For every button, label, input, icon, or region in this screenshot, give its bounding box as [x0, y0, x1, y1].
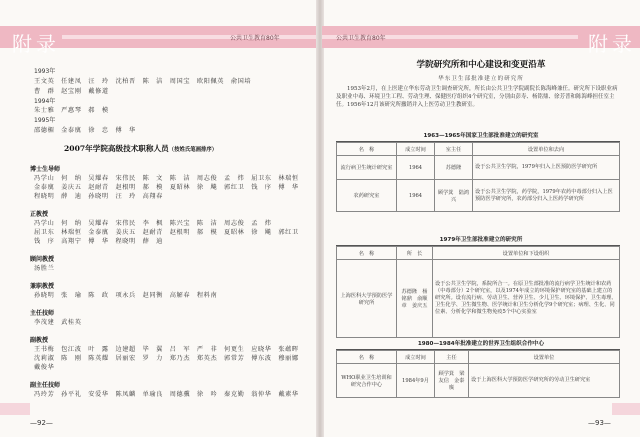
heading-note: （按姓氏笔画排序）: [168, 147, 218, 153]
cell-note: 设于公共卫生学院，系院所合一。在原卫生部批准的流行病学卫生统计和农药（中毒部分）2个研究室，以及1974年成立的环境保护研究室的基础上建立的研究所。设有流行病、劳动卫生、营养卫生、少儿卫生、环境保护、卫生毒理、卫生化学、卫生微生物、医学统计和卫生分析化学9个研究室；病理、生化、同位素、分析化学和微生物免疫5个中心实验室: [433, 260, 620, 338]
name-line: 王书梅 包江波 叶 露 边建超 毕 翼 吕 军 严 非 何更生 应晓华 张蕴晖: [34, 346, 299, 353]
page-number: —93—: [588, 419, 611, 427]
table-caption: 1980—1984年批准建立的世界卫生组织合作中心: [417, 341, 545, 347]
cell-head: 苏德隆: [435, 156, 473, 180]
name-line: 沈莉淑 陈 刚 陈英耀 居丽宏 罗 力 郑乃杰 郑英杰 郭常芳 傅东波 穆丽娜: [34, 355, 299, 362]
cell-name: 农药研究室: [337, 180, 397, 212]
cell-time: 1964: [397, 156, 435, 180]
table-caption: 1979年卫生部批准建立的研究所: [439, 237, 523, 243]
section-title: 副主任技师: [30, 382, 61, 389]
table-row: [337, 156, 620, 180]
column-header: 室主任: [435, 143, 473, 156]
table-header-row: [337, 247, 620, 260]
name-line: 汤胜兰: [34, 265, 55, 272]
column-header: 设置单位和去向: [473, 143, 620, 156]
section-title: 副教授: [30, 337, 49, 344]
section-title: 兼职教授: [30, 283, 55, 290]
footer-bar: [0, 403, 30, 415]
table-row: [337, 260, 620, 338]
table-header-row: [337, 143, 620, 156]
column-header: 设置单位: [469, 351, 620, 364]
page-subtitle: 华东卫生部批准建立的研究所: [438, 76, 524, 82]
column-header: 成立时间: [397, 351, 435, 364]
cell-name: 上海医科大学预防医学研究所: [337, 260, 397, 338]
table-row: [337, 364, 620, 398]
name-line: 戴俊华: [34, 364, 55, 371]
cell-time: 1984年9月: [397, 364, 435, 398]
name-line: 李茂建 武桂英: [34, 319, 82, 326]
column-header: 所 长: [397, 247, 433, 260]
year-label: 1993年: [34, 68, 56, 75]
cell-note: 设于上海医科大学预防医学研究所的劳动卫生研究室: [469, 364, 620, 398]
right-header-band: [322, 26, 640, 56]
year-names: 曹 群 赵宝刚 戴修道: [34, 88, 109, 95]
name-line: 钱 序 高翔宁 傅 华 程晓明 薛 迪: [34, 238, 163, 245]
cell-note: 设于公共卫生学院，药学院，1979年农药中毒部分归入上医预防医学研究所，农药部分归入上医药学研究所: [473, 180, 620, 212]
cell-name: WHO职业卫生培训和研究合作中心: [337, 364, 397, 398]
column-header: 主任: [435, 351, 469, 364]
column-header: 名 称: [337, 247, 397, 260]
page-number: —92—: [30, 419, 53, 427]
column-header: 成立时间: [397, 143, 435, 156]
name-line: 程晓明 薛 迪 孙晓明 汪 玲 高翔春: [34, 193, 163, 200]
column-header: 名 称: [337, 143, 397, 156]
section-title: 博士生导师: [30, 166, 61, 173]
name-line: 屈卫东 林瑞恒 金泰廙 姜庆五 赵耐青 赵根明 郝 模 夏昭林 徐 飚 郭红卫: [34, 229, 299, 236]
year-names: 王文英 任建凤 汪 玲 沈柏晋 陈 洁 周国宝 欧阳佩英 俞国培: [34, 78, 252, 85]
right-page: [322, 0, 640, 437]
cell-time: 1964: [397, 180, 435, 212]
left-header-band: [0, 26, 318, 56]
cell-head: 顾学箕 陆鸿兴: [435, 180, 473, 212]
name-line: 冯学山 何 纳 吴耀春 宋伟民 陈 文 陈 洁 周志俊 孟 炜 屈卫东 林瑞恒: [34, 175, 299, 182]
year-label: 1995年: [34, 117, 56, 124]
footer-bar: [612, 403, 640, 415]
institute-table: [336, 246, 620, 338]
page-title: 学院研究所和中心建设和变更沿革: [416, 60, 546, 70]
name-line: 冯学山 何 纳 吴耀春 宋伟民 李 枫 陈兴宝 陈 洁 周志俊 孟 炜: [34, 220, 272, 227]
year-label: 1994年: [34, 98, 56, 105]
column-header: 名 称: [337, 351, 397, 364]
section-title: 正教授: [30, 211, 49, 218]
cell-head: 顾学箕 梁友信 金泰廙: [435, 364, 469, 398]
year-names: 邵德楣 金泰廙 徐 忠 傅 华: [34, 127, 136, 134]
table-row: [337, 180, 620, 212]
section-title: 主任技师: [30, 310, 55, 317]
intro-paragraph: 1953年2月，在上医建立华东劳动卫生调查研究所，所长由公共卫生学院副院长陈海峰兼任。研究所下设职业病及职业中毒、环境卫生工程、劳动生理、保健医疗组织4个研究室，分别由彭寿、杨铭鼎、徐芳普和陈海峰担任室主任。1956年12月该研究所撤销并入上医劳动卫生教研室。: [336, 86, 618, 109]
cell-head: 苏德隆 杨铭鼎 俞顺章 姜庆五: [397, 260, 433, 338]
who-center-table: [336, 350, 620, 398]
left-header-title: 附录: [12, 32, 60, 56]
cell-name: 流行病卫生统计研究室: [337, 156, 397, 180]
left-page: [0, 0, 318, 437]
section-heading: [64, 143, 224, 154]
right-header-subtitle: 公共卫生教育80年: [336, 35, 386, 42]
section-title: 顾问教授: [30, 256, 55, 263]
cell-note: 设于公共卫生学院，1979年归入上医预防医学研究所: [473, 156, 620, 180]
name-line: 孙晓明 张 瑜 陈 政 项永兵 赵同衡 高解春 程料南: [34, 292, 218, 299]
year-names: 朱士雅 严惠琴 郝 模: [34, 107, 109, 114]
table-caption: 1963—1965年国家卫生部批准建立的研究室: [423, 133, 539, 139]
research-room-table: [336, 142, 620, 212]
name-line: 冯玲芳 孙平礼 安爱华 陈凤麟 单瑜良 周德骥 徐 吟 秦克勤 翁仲华 戴素华: [34, 391, 299, 398]
right-header-title: 附录: [588, 32, 636, 56]
name-line: 金泰廙 姜庆五 赵耐青 赵根明 郝 模 夏昭林 徐 飚 郭红卫 钱 序 傅 华: [34, 184, 299, 191]
table-header-row: [337, 351, 620, 364]
left-header-subtitle: 公共卫生教育80年: [230, 35, 280, 42]
column-header: 设置单位和下设组织: [433, 247, 620, 260]
heading-text: 2007年学院高级技术职称人员: [64, 144, 169, 153]
